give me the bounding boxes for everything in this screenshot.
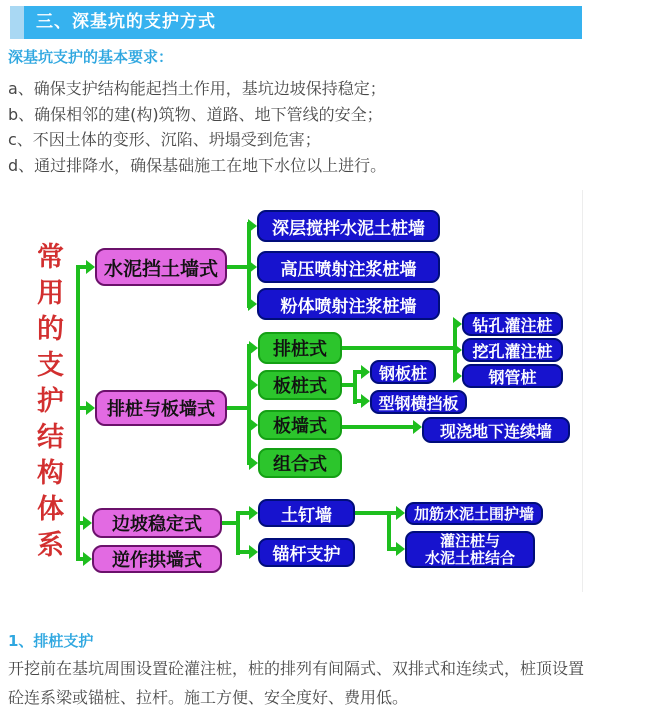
- arrowhead: [249, 378, 258, 392]
- arrowhead: [249, 545, 258, 559]
- arrowhead: [248, 297, 257, 311]
- node-cast-in-place-diaphragm-wall: 现浇地下连续墙: [422, 417, 570, 443]
- support-structure-diagram: [10, 190, 582, 602]
- node-reinforced-cement-soil-wall: 加筋水泥土围护墙: [405, 502, 543, 525]
- arrowhead: [248, 219, 257, 233]
- node-row-pile-and-board-wall: 排桩与板墙式: [95, 390, 227, 426]
- section1-heading: 1、排桩支护: [8, 632, 94, 650]
- section1-line-2: 砼连系梁或锚桩、拉杆。施工方便、安全度好、费用低。: [8, 688, 409, 707]
- node-combined: 组合式: [258, 448, 342, 478]
- node-high-pressure-jet-pile-wall: 高压喷射注浆桩墙: [257, 251, 440, 283]
- arrowhead: [249, 418, 258, 432]
- connector: [236, 511, 240, 555]
- arrowhead: [86, 260, 95, 274]
- node-powder-jet-pile-wall: 粉体喷射注浆桩墙: [257, 288, 440, 320]
- node-board-wall: 板墙式: [258, 410, 342, 440]
- arrowhead: [83, 552, 92, 566]
- connector: [353, 370, 361, 374]
- node-cement-retaining-wall: 水泥挡土墙式: [95, 248, 227, 286]
- node-anchor-support: 锚杆支护: [258, 538, 355, 567]
- connector: [353, 399, 361, 403]
- arrowhead: [396, 542, 405, 556]
- arrowhead: [249, 506, 258, 520]
- arrowhead: [249, 341, 258, 355]
- connector: [387, 511, 391, 551]
- node-slope-stability: 边坡稳定式: [92, 508, 222, 538]
- arrowhead: [453, 343, 462, 357]
- requirement-item-b: b、确保相邻的建(构)筑物、道路、地下管线的安全；: [8, 104, 383, 124]
- node-shaped-steel-lagging: 型钢横挡板: [370, 390, 467, 414]
- arrowhead: [396, 506, 405, 520]
- requirement-item-c: c、不因土体的变形、沉陷、坍塌受到危害；: [8, 130, 321, 149]
- section-header-title: 三、深基坑的支护方式: [36, 12, 216, 32]
- node-soil-nailing-wall: 土钉墙: [258, 499, 355, 527]
- node-steel-sheet-pile: 钢板桩: [370, 360, 436, 384]
- arrowhead: [248, 260, 257, 274]
- arrowhead: [453, 369, 462, 383]
- connector: [342, 346, 454, 350]
- connector-trunk: [76, 265, 80, 561]
- diagram-image-edge: [582, 190, 583, 592]
- connector: [355, 511, 391, 515]
- connector: [236, 511, 250, 515]
- node-cast-pile-cement-soil-combo: [405, 531, 535, 568]
- arrowhead: [361, 394, 370, 408]
- node-steel-pipe-pile: 钢管桩: [462, 364, 563, 388]
- connector: [342, 425, 413, 429]
- intro-heading: 深基坑支护的基本要求：: [8, 48, 174, 66]
- requirement-item-a: a、确保支护结构能起挡土作用，基坑边坡保持稳定；: [8, 79, 386, 98]
- arrowhead: [249, 456, 258, 470]
- arrowhead: [453, 317, 462, 331]
- arrowhead: [83, 516, 92, 530]
- node-deep-mixing-pile-wall: 深层搅拌水泥土桩墙: [257, 210, 440, 242]
- diagram-root-title: 常用的支护结构体系: [32, 242, 63, 566]
- arrowhead: [361, 365, 370, 379]
- combo-line-2: 水泥土桩结合: [424, 548, 515, 567]
- arrowhead: [86, 401, 95, 415]
- node-reverse-arch-wall: 逆作拱墙式: [92, 545, 222, 573]
- arrowhead: [413, 420, 422, 434]
- combo-line-1: 灌注桩与: [439, 531, 500, 550]
- connector: [387, 547, 396, 551]
- node-bored-cast-pile: 钻孔灌注桩: [462, 312, 563, 336]
- connector: [247, 344, 251, 465]
- connector: [236, 550, 250, 554]
- section1-line-1: 开挖前在基坑周围设置砼灌注桩，桩的排列有间隔式、双排式和连续式，桩顶设置: [8, 659, 585, 678]
- intro-list: [8, 76, 386, 178]
- node-dug-cast-pile: 挖孔灌注桩: [462, 338, 563, 362]
- node-row-pile: 排桩式: [258, 332, 342, 364]
- section1-paragraph: [8, 654, 584, 712]
- header-accent-stripe: [10, 6, 24, 39]
- requirement-item-d: d、通过排降水，确保基础施工在地下水位以上进行。: [8, 155, 387, 175]
- section-header-bar: [10, 6, 582, 39]
- node-sheet-pile: 板桩式: [258, 370, 342, 400]
